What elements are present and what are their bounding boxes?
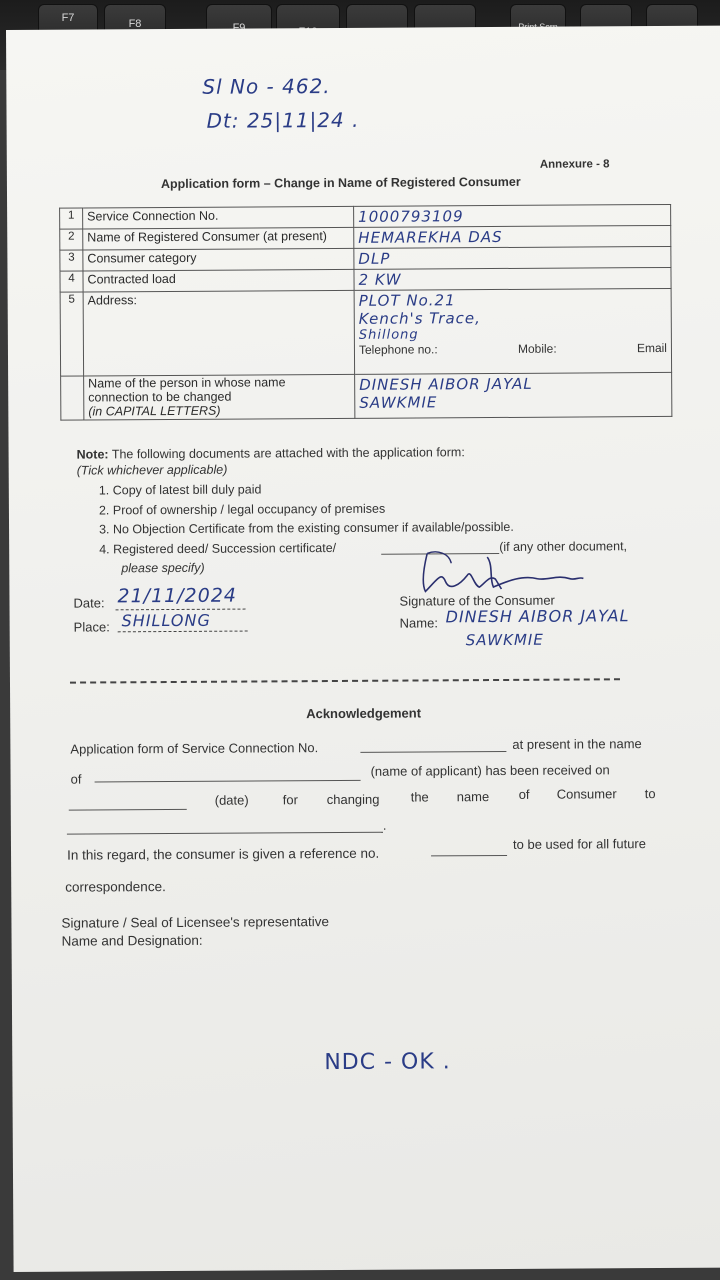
name-value-1: DINESH AIBOR JAYAL: [445, 606, 630, 627]
acknowledgement-title: Acknowledgement: [306, 705, 422, 722]
ack-line-1b: at present in the name: [512, 736, 642, 752]
ack-line-6: correspondence.: [65, 879, 166, 895]
note-line: [77, 445, 465, 461]
ndc-ok-note: NDC - OK .: [324, 1049, 451, 1076]
new-name-label-2: connection to be changed: [88, 389, 232, 405]
licensee-signature-label: Signature / Seal of Licensee's representative: [61, 914, 329, 931]
row-label: Name of Registered Consumer (at present): [83, 227, 354, 250]
registered-consumer-value: HEMAREKHA DAS: [358, 227, 503, 247]
row-number: 2: [60, 229, 83, 250]
note-heading: Note:: [76, 447, 109, 462]
address-line-1: PLOT No.21: [358, 291, 456, 310]
ack-changing: changing: [326, 791, 380, 808]
applicant-name-blank: [95, 780, 361, 783]
contracted-load-value: 2 KW: [358, 270, 402, 289]
name-value-2: SAWKMIE: [465, 630, 544, 650]
ack-consumer: Consumer: [556, 786, 617, 802]
handwritten-date: Dt: 25|11|24 .: [206, 107, 360, 133]
new-name-value-2: SAWKMIE: [359, 393, 438, 412]
telephone-label: Telephone no.:: [358, 342, 438, 357]
ack-line-1a: Application form of Service Connection No.: [70, 740, 319, 757]
service-connection-blank: [360, 751, 506, 753]
document-item: 3. No Objection Certificate from the existing consumer if available/possible.: [99, 519, 514, 537]
address-line-3: Shillong: [358, 327, 419, 343]
name-label: Name:: [399, 615, 438, 631]
signature-label: Signature of the Consumer: [399, 592, 555, 609]
separator-line: [70, 678, 620, 683]
other-document-note: (if any other document,: [499, 539, 628, 554]
place-value: SHILLONG: [121, 610, 211, 631]
please-specify: please specify): [121, 560, 205, 576]
table-row: [60, 288, 672, 376]
table-row: [61, 372, 672, 420]
row-label: Service Connection No.: [83, 206, 354, 229]
document-item: 2. Proof of ownership / legal occupancy of premises: [98, 501, 386, 518]
application-table: [59, 204, 672, 421]
place-label: Place:: [73, 619, 110, 635]
consumer-signature: [397, 534, 587, 597]
document-item: 4. Registered deed/ Succession certificate/: [99, 540, 337, 557]
row-number: 5: [60, 292, 84, 376]
date-label: Date:: [73, 595, 105, 611]
tick-instruction: (Tick whichever applicable): [76, 462, 228, 478]
row-label: Address:: [83, 290, 355, 376]
new-name-label-3: (in CAPITAL LETTERS): [88, 403, 221, 419]
ack-for: for: [282, 792, 298, 808]
ack-line-2b: (name of applicant) has been received on: [370, 762, 610, 779]
document-item: 1. Copy of latest bill duly paid: [98, 482, 262, 498]
ack-date: (date): [214, 792, 249, 808]
row-number: 3: [60, 250, 83, 271]
note-text: The following documents are attached with the application form:: [111, 445, 465, 462]
email-label: Email: [636, 340, 667, 356]
ack-of: of: [518, 786, 530, 802]
new-name-label-1: Name of the person in whose name: [88, 375, 286, 391]
form-title: Application form – Change in Name of Registered Consumer: [160, 174, 521, 192]
row-label: Contracted load: [83, 269, 354, 292]
ack-period: .: [382, 817, 387, 833]
row-number: 4: [60, 271, 83, 292]
date-value: 21/11/2024: [117, 584, 238, 608]
service-connection-value: 1000793109: [358, 207, 464, 226]
document-page: [6, 26, 720, 1272]
key-f7: F7: [38, 4, 98, 52]
consumer-category-value: DLP: [358, 249, 391, 268]
place-underline: [118, 631, 248, 633]
licensee-name-label: Name and Designation:: [61, 932, 203, 949]
mobile-label: Mobile:: [517, 341, 557, 356]
row-number: 1: [60, 208, 83, 229]
ack-name: name: [456, 789, 490, 805]
ack-to: to: [644, 786, 656, 802]
reference-blank: [431, 855, 507, 856]
key-f8: F8: [104, 4, 166, 52]
date-blank: [69, 809, 187, 811]
ack-line-5a: In this regard, the consumer is given a reference no.: [66, 845, 380, 863]
ack-line-5b: to be used for all future: [512, 836, 647, 852]
new-name-value-1: DINESH AIBOR JAYAL: [359, 374, 533, 394]
ack-the: the: [410, 789, 429, 805]
handwritten-serial-number: Sl No - 462.: [202, 74, 331, 99]
consumer-name-blank: [67, 832, 383, 835]
address-line-2: Kench's Trace,: [358, 309, 481, 328]
annexure-label: Annexure - 8: [539, 158, 610, 171]
row-label: Consumer category: [83, 248, 354, 271]
ack-line-2a: of: [70, 771, 82, 787]
